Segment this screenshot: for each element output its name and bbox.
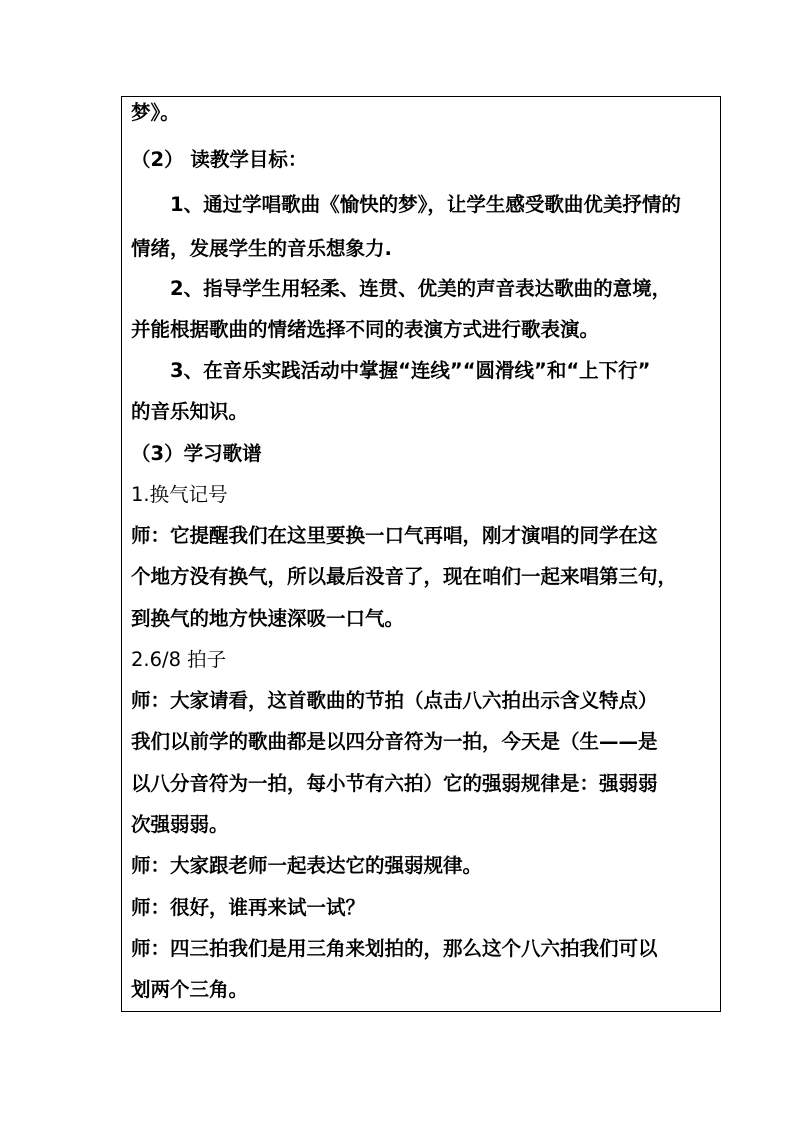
subsection-heading: 2.6/8 拍子 (131, 648, 227, 671)
text-line: 我们以前学的歌曲都是以四分音符为一拍，今天是（生——是 (131, 730, 658, 753)
text-line: 1、通过学唱歌曲《愉快的梦》，让学生感受歌曲优美抒情的 (170, 193, 681, 216)
text-line: 的音乐知识。 (131, 400, 249, 423)
text-line: 师：大家跟老师一起表达它的强弱规律。 (131, 854, 483, 877)
section-heading: （2） 读教学目标： (131, 148, 308, 171)
text-line: 师：大家请看，这首歌曲的节拍（点击八六拍出示含义特点） (131, 689, 658, 712)
section-heading: （3）学习歌谱 (131, 442, 262, 465)
text-line: 次强弱弱。 (131, 813, 229, 836)
text-line: 梦》。 (131, 101, 180, 124)
text-line: 情绪，发展学生的音乐想象力. (131, 237, 392, 260)
text-line: 3、在音乐实践活动中掌握“连线”“圆滑线”和“上下行” (170, 359, 651, 382)
text-line: 到换气的地方快速深吸一口气。 (131, 607, 405, 630)
text-line: 划两个三角。 (131, 978, 249, 1001)
text-line: 并能根据歌曲的情绪选择不同的表演方式进行歌表演。 (131, 318, 600, 341)
text-line: 师：四三拍我们是用三角来划拍的，那么这个八六拍我们可以 (131, 937, 658, 960)
text-line: 师：它提醒我们在这里要换一口气再唱，刚才演唱的同学在这 (131, 524, 658, 547)
text-line: 个地方没有换气，所以最后没音了，现在咱们一起来唱第三句， (131, 565, 678, 588)
text-line: 师：很好，谁再来试一试？ (131, 896, 366, 919)
document-frame (121, 96, 721, 1012)
text-line: 以八分音符为一拍，每小节有六拍）它的强弱规律是：强弱弱 (131, 772, 658, 795)
subsection-heading: 1.换气记号 (131, 483, 228, 506)
text-line: 2、指导学生用轻柔、连贯、优美的声音表达歌曲的意境， (170, 277, 672, 300)
